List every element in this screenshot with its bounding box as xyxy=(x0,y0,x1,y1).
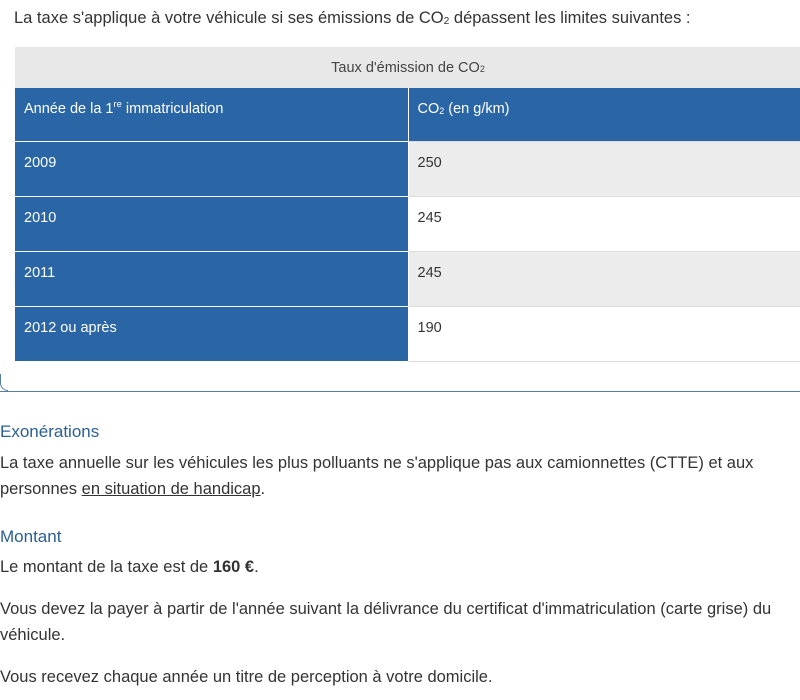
header-col2-prefix: CO xyxy=(417,101,440,117)
table-header-row xyxy=(15,88,800,141)
co2-emission-table xyxy=(15,47,800,362)
row-year: 2011 xyxy=(15,251,408,306)
header-registration-year xyxy=(15,88,408,141)
row-year: 2009 xyxy=(15,141,408,196)
table-row xyxy=(15,251,800,306)
amount-value: 160 € xyxy=(212,558,255,576)
amount-text-end: . xyxy=(254,558,259,576)
intro-text-end: dépassent les limites suivantes : xyxy=(449,9,691,27)
row-value: 250 xyxy=(408,141,800,196)
box-bottom-border xyxy=(0,391,800,392)
amount-text-start: Le montant de la taxe est de xyxy=(0,558,213,576)
header-col1-prefix: Année de la 1 xyxy=(24,101,114,117)
row-value: 190 xyxy=(408,306,800,361)
header-col2-subscript: 2 xyxy=(439,105,445,116)
row-value: 245 xyxy=(408,251,800,306)
section-title-exonerations: Exonérations xyxy=(0,422,100,441)
row-value: 245 xyxy=(408,196,800,251)
row-year: 2012 ou après xyxy=(15,306,408,361)
table-row xyxy=(15,141,800,196)
header-col1-suffix: immatriculation xyxy=(121,101,224,117)
table-caption-row xyxy=(15,47,800,88)
montant-payment-text: Vous devez la payer à partir de l'année suivant la délivrance du certificat d'immatriculation (carte grise) du véhicule. xyxy=(0,600,772,644)
header-co2-value xyxy=(408,88,800,141)
exonerations-text-end: . xyxy=(260,480,266,498)
exonerations-text xyxy=(0,450,798,502)
intro-text-start: La taxe s'applique à votre véhicule si ses émissions de CO xyxy=(14,9,444,27)
montant-receipt-text: Vous recevez chaque année un titre de perception à votre domicile. xyxy=(0,668,493,686)
section-title-montant: Montant xyxy=(0,527,62,546)
handicap-link[interactable]: en situation de handicap xyxy=(81,480,261,498)
table-caption-subscript: 2 xyxy=(479,64,485,75)
exonerations-text-start: La taxe annuelle sur les véhicules les plus polluants ne s'applique pas aux camionnettes (CTTE) et aux personnes xyxy=(0,454,754,498)
montant-amount-text xyxy=(0,554,798,580)
table-caption xyxy=(15,47,800,88)
table-caption-text: Taux d'émission de CO xyxy=(331,59,480,76)
header-col1-superscript: re xyxy=(113,98,122,110)
intro-co2-subscript: 2 xyxy=(443,16,450,28)
row-year: 2010 xyxy=(15,196,408,251)
intro-text xyxy=(14,7,691,32)
box-corner-border xyxy=(0,374,8,391)
table-row xyxy=(15,306,800,361)
header-col2-suffix: (en g/km) xyxy=(444,101,510,117)
table-row xyxy=(15,196,800,251)
